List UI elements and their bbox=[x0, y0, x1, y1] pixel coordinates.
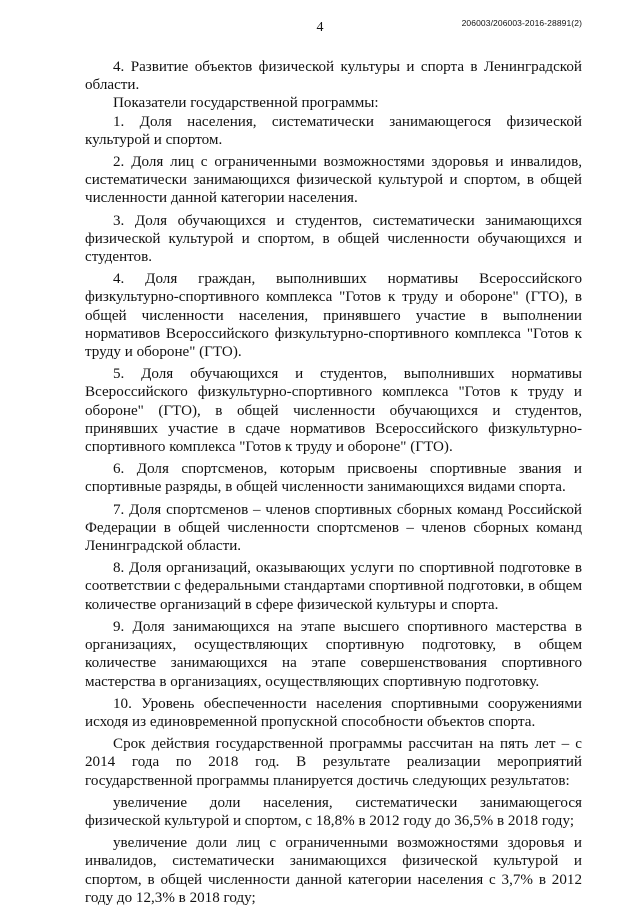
paragraph-section-4: 4. Развитие объектов физической культуры и спорта в Ленинградской области. bbox=[85, 59, 582, 94]
paragraph-result-2: увеличение доли лиц с ограниченными возможностями здоровья и инвалидов, систематически занимающихся физической культурой и спортом, в общей численности данной категории населения с 3,7% в 2012 году до 12,3% в 2018 году; bbox=[85, 835, 582, 906]
document-id: 206003/206003-2016-28891(2) bbox=[461, 18, 582, 28]
paragraph-indicators-heading: Показатели государственной программы: bbox=[113, 95, 379, 112]
paragraph-result-1: увеличение доли населения, систематически занимающегося физической культурой и спортом, с 18,8% в 2012 году до 36,5% в 2018 году; bbox=[85, 794, 582, 829]
paragraph-indicator-4: 4. Доля граждан, выполнивших нормативы Всероссийского физкультурно-спортивного комплекса "Готов к труду и обороне" (ГТО), в общей численности населения, принявшего участие в выполнении нормативов Всероссийского физкультурно-спортивного комплекса "Готов к труду и обороне" (ГТО). bbox=[85, 271, 582, 361]
paragraph-indicator-6: 6. Доля спортсменов, которым присвоены спортивные звания и спортивные разряды, в общей численности занимающихся видами спорта. bbox=[85, 461, 582, 496]
page-number: 4 bbox=[316, 20, 324, 35]
document-body bbox=[85, 58, 582, 907]
paragraph-indicator-10: 10. Уровень обеспеченности населения спортивными сооружениями исходя из единовременной пропускной способности объектов спорта. bbox=[85, 695, 582, 730]
paragraph-indicator-2: 2. Доля лиц с ограниченными возможностями здоровья и инвалидов, систематически занимающихся физической культурой и спортом, в общей численности данной категории населения. bbox=[85, 154, 582, 207]
paragraph-indicator-5: 5. Доля обучающихся и студентов, выполнивших нормативы Всероссийского физкультурно-спортивного комплекса "Готов к труду и обороне" (ГТО), в общей численности обучающихся и студентов, принявших участие в сдаче нормативов Всероссийского физкультурно-спортивного комплекса "Готов к труду и обороне" (ГТО). bbox=[85, 366, 582, 456]
paragraph-program-term: Срок действия государственной программы рассчитан на пять лет – с 2014 года по 2018 год. В результате реализации мероприятий государственной программы планируется достичь следующих результатов: bbox=[85, 736, 582, 789]
paragraph-indicator-7: 7. Доля спортсменов – членов спортивных сборных команд Российской Федерации в общей численности спортсменов – членов сборных команд Ленинградской области. bbox=[85, 501, 582, 555]
paragraph-indicator-3: 3. Доля обучающихся и студентов, систематически занимающихся физической культурой и спортом, в общей численности обучающихся и студентов. bbox=[85, 212, 582, 266]
paragraph-indicator-8: 8. Доля организаций, оказывающих услуги по спортивной подготовке в соответствии с федеральными стандартами спортивной подготовки, в общем количестве организаций в сфере физической культуры и спорта. bbox=[85, 560, 582, 613]
paragraph-indicator-9: 9. Доля занимающихся на этапе высшего спортивного мастерства в организациях, осуществляющих спортивную подготовку, в общем количестве занимающихся на этапе совершенствования спортивного мастерства в организациях, осуществляющих спортивную подготовку. bbox=[85, 618, 582, 690]
paragraph-indicator-1: 1. Доля населения, систематически занимающегося физической культурой и спортом. bbox=[85, 113, 582, 148]
